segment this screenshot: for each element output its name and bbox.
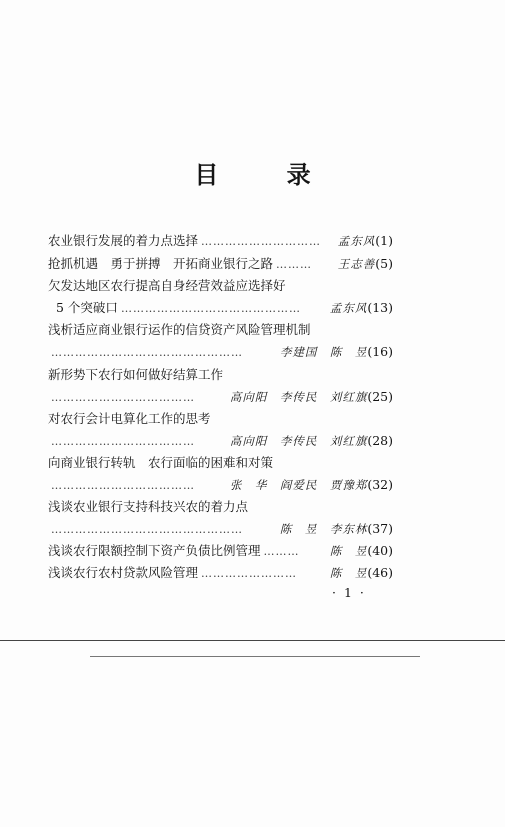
entry-author: 陈 昱 xyxy=(329,544,368,558)
page-title: 目 录 xyxy=(194,161,341,189)
entry-page: (46) xyxy=(367,565,393,580)
entry-author: 陈 昱 李东林 xyxy=(279,522,368,536)
toc-entry[interactable] xyxy=(48,543,393,559)
entry-page: (13) xyxy=(367,300,393,315)
entry-title: 浅析适应商业银行运作的信贷资产风险管理机制 xyxy=(48,322,311,337)
entry-title: 浅谈农行农村贷款风险管理 xyxy=(48,565,199,580)
entry-page: (5) xyxy=(375,256,393,271)
leader-dots: ……… xyxy=(276,258,313,271)
entry-author: 李建国 陈 昱 xyxy=(279,345,368,359)
page-number: · 1 · xyxy=(332,585,366,600)
entry-title: 浅谈农行限额控制下资产负债比例管理 xyxy=(48,543,261,558)
entry-author: 孟东风 xyxy=(329,301,368,315)
entry-title: 向商业银行转轨 农行面临的困难和对策 xyxy=(48,455,274,470)
leader-dots: …………………… xyxy=(201,567,298,580)
entry-title: 新形势下农行如何做好结算工作 xyxy=(48,367,224,382)
entry-author: 王志善 xyxy=(337,257,376,271)
entry-title: 欠发达地区农行提高自身经营效益应选择好 xyxy=(48,278,286,293)
toc-entry[interactable] xyxy=(48,233,393,249)
toc-entry[interactable] xyxy=(48,499,393,537)
entry-author: 陈 昱 xyxy=(329,566,368,580)
leader-dots: ……………………………………… xyxy=(120,302,301,315)
entry-page: (28) xyxy=(367,433,393,448)
entry-title: 对农行会计电算化工作的思考 xyxy=(48,411,211,426)
toc-entry[interactable] xyxy=(48,322,393,360)
entry-title-cont: 5 个突破口 xyxy=(56,300,118,315)
entry-page: (1) xyxy=(375,233,393,248)
toc-entry[interactable] xyxy=(48,256,393,272)
entry-page: (16) xyxy=(367,344,393,359)
bottom-rule xyxy=(0,640,505,641)
entry-author: 高向阳 李传民 刘红旗 xyxy=(229,390,368,404)
toc-entry[interactable] xyxy=(48,367,393,405)
leader-dots: ……… xyxy=(263,545,300,558)
entry-title: 抢抓机遇 勇于拼搏 开拓商业银行之路 xyxy=(48,256,274,271)
leader-dots: ……………………………… xyxy=(51,391,195,404)
bottom-rule-faint xyxy=(90,656,420,657)
leader-dots: ………………………………………… xyxy=(51,346,243,359)
entry-page: (32) xyxy=(367,477,393,492)
entry-page: (40) xyxy=(367,543,393,558)
entry-title: 浅谈农业银行支持科技兴农的着力点 xyxy=(48,499,249,514)
leader-dots: ………………………………………… xyxy=(51,523,243,536)
entry-page: (25) xyxy=(367,389,393,404)
toc-entry[interactable] xyxy=(48,455,393,493)
leader-dots: ………………………… xyxy=(201,235,322,248)
entry-author: 高向阳 李传民 刘红旗 xyxy=(229,434,368,448)
entry-author: 张 华 阎爱民 贾豫郑 xyxy=(229,478,368,492)
entry-page: (37) xyxy=(367,521,393,536)
toc-entry[interactable] xyxy=(48,278,393,316)
leader-dots: ……………………………… xyxy=(51,479,195,492)
toc-entry[interactable] xyxy=(48,411,393,449)
toc-entry[interactable] xyxy=(48,565,393,581)
entry-title: 农业银行发展的着力点选择 xyxy=(48,233,199,248)
leader-dots: ……………………………… xyxy=(51,435,195,448)
entry-author: 孟东风 xyxy=(337,234,376,248)
